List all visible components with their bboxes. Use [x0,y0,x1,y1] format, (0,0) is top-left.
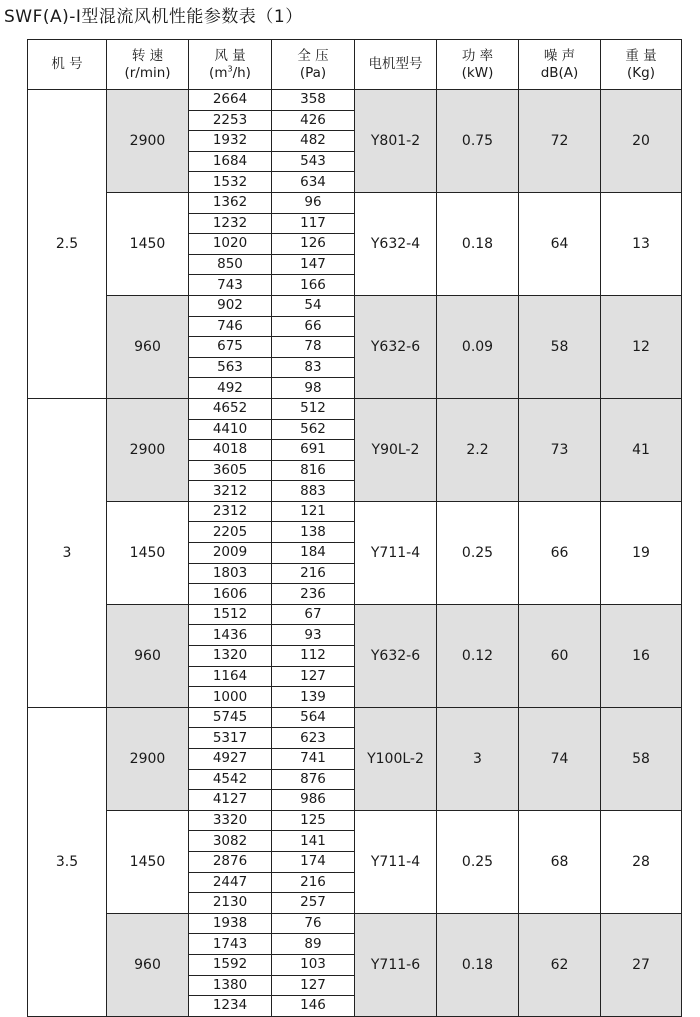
power-cell: 2.2 [437,398,519,501]
airflow-cell: 3320 [189,810,272,831]
table-row [28,192,682,213]
airflow-cell: 4127 [189,790,272,811]
pressure-cell: 543 [272,151,355,172]
header-speed: 转 速 (r/min) [107,40,189,90]
pressure-cell: 691 [272,440,355,461]
pressure-cell: 146 [272,996,355,1017]
airflow-cell: 743 [189,275,272,296]
table-row [28,90,682,111]
airflow-cell: 3082 [189,831,272,852]
power-cell: 3 [437,707,519,810]
airflow-cell: 1532 [189,172,272,193]
airflow-cell: 1164 [189,666,272,687]
fan-parameter-table [27,39,682,1017]
pressure-cell: 174 [272,851,355,872]
pressure-cell: 139 [272,687,355,708]
airflow-cell: 1684 [189,151,272,172]
table-body [28,90,682,1017]
noise-cell: 62 [519,913,601,1016]
power-cell: 0.75 [437,90,519,193]
pressure-cell: 358 [272,90,355,111]
pressure-cell: 141 [272,831,355,852]
airflow-cell: 1380 [189,975,272,996]
airflow-cell: 2130 [189,893,272,914]
model-number-cell: 3.5 [28,707,107,1016]
airflow-cell: 5317 [189,728,272,749]
airflow-cell: 563 [189,357,272,378]
pressure-cell: 816 [272,460,355,481]
pressure-cell: 138 [272,522,355,543]
pressure-cell: 216 [272,872,355,893]
pressure-cell: 127 [272,975,355,996]
power-cell: 0.25 [437,810,519,913]
pressure-cell: 184 [272,543,355,564]
airflow-cell: 675 [189,337,272,358]
airflow-cell: 1436 [189,625,272,646]
noise-cell: 74 [519,707,601,810]
airflow-cell: 1938 [189,913,272,934]
airflow-cell: 1000 [189,687,272,708]
pressure-cell: 426 [272,110,355,131]
pressure-cell: 883 [272,481,355,502]
pressure-cell: 216 [272,563,355,584]
airflow-cell: 2312 [189,501,272,522]
pressure-cell: 562 [272,419,355,440]
table-row [28,913,682,934]
speed-cell: 960 [107,913,189,1016]
motor-model-cell: Y801-2 [355,90,437,193]
header-noise: 噪 声 dB(A) [519,40,601,90]
airflow-cell: 2447 [189,872,272,893]
pressure-cell: 634 [272,172,355,193]
table-row [28,501,682,522]
weight-cell: 12 [601,295,682,398]
airflow-cell: 1932 [189,131,272,152]
pressure-cell: 96 [272,192,355,213]
table-row [28,810,682,831]
airflow-cell: 4410 [189,419,272,440]
motor-model-cell: Y711-4 [355,501,437,604]
header-pressure: 全 压 (Pa) [272,40,355,90]
airflow-cell: 1320 [189,646,272,667]
motor-model-cell: Y711-4 [355,810,437,913]
motor-model-cell: Y632-6 [355,604,437,707]
pressure-cell: 482 [272,131,355,152]
speed-cell: 960 [107,295,189,398]
speed-cell: 2900 [107,90,189,193]
motor-model-cell: Y632-6 [355,295,437,398]
airflow-cell: 1606 [189,584,272,605]
pressure-cell: 257 [272,893,355,914]
airflow-cell: 3605 [189,460,272,481]
table-row [28,398,682,419]
airflow-cell: 746 [189,316,272,337]
power-cell: 0.18 [437,192,519,295]
airflow-cell: 850 [189,254,272,275]
noise-cell: 73 [519,398,601,501]
pressure-cell: 986 [272,790,355,811]
weight-cell: 28 [601,810,682,913]
table-row [28,707,682,728]
pressure-cell: 127 [272,666,355,687]
airflow-cell: 1512 [189,604,272,625]
pressure-cell: 564 [272,707,355,728]
airflow-cell: 4652 [189,398,272,419]
speed-cell: 2900 [107,707,189,810]
pressure-cell: 76 [272,913,355,934]
pressure-cell: 112 [272,646,355,667]
pressure-cell: 89 [272,934,355,955]
pressure-cell: 166 [272,275,355,296]
header-model: 机 号 [28,40,107,90]
airflow-cell: 4018 [189,440,272,461]
header-weight: 重 量 (Kg) [601,40,682,90]
pressure-cell: 78 [272,337,355,358]
pressure-cell: 741 [272,749,355,770]
motor-model-cell: Y711-6 [355,913,437,1016]
noise-cell: 60 [519,604,601,707]
pressure-cell: 83 [272,357,355,378]
model-number-cell: 3 [28,398,107,707]
power-cell: 0.25 [437,501,519,604]
pressure-cell: 103 [272,954,355,975]
model-number-cell: 2.5 [28,90,107,399]
pressure-cell: 876 [272,769,355,790]
pressure-cell: 126 [272,234,355,255]
noise-cell: 68 [519,810,601,913]
motor-model-cell: Y632-4 [355,192,437,295]
airflow-cell: 492 [189,378,272,399]
pressure-cell: 236 [272,584,355,605]
weight-cell: 58 [601,707,682,810]
airflow-cell: 1020 [189,234,272,255]
airflow-cell: 5745 [189,707,272,728]
power-cell: 0.18 [437,913,519,1016]
noise-cell: 66 [519,501,601,604]
airflow-cell: 4542 [189,769,272,790]
pressure-cell: 147 [272,254,355,275]
noise-cell: 72 [519,90,601,193]
weight-cell: 27 [601,913,682,1016]
airflow-cell: 2205 [189,522,272,543]
airflow-cell: 1803 [189,563,272,584]
header-power: 功 率 (kW) [437,40,519,90]
pressure-cell: 117 [272,213,355,234]
airflow-cell: 4927 [189,749,272,770]
power-cell: 0.09 [437,295,519,398]
airflow-cell: 3212 [189,481,272,502]
table-row [28,295,682,316]
pressure-cell: 93 [272,625,355,646]
pressure-cell: 66 [272,316,355,337]
pressure-cell: 512 [272,398,355,419]
header-airflow: 风 量 $(m^3/h)$ [189,40,272,90]
speed-cell: 1450 [107,810,189,913]
weight-cell: 41 [601,398,682,501]
header-motor: 电机型号 [355,40,437,90]
speed-cell: 960 [107,604,189,707]
weight-cell: 19 [601,501,682,604]
table-header [28,40,682,90]
airflow-cell: 1592 [189,954,272,975]
airflow-cell: 2009 [189,543,272,564]
noise-cell: 64 [519,192,601,295]
pressure-cell: 67 [272,604,355,625]
airflow-cell: 1232 [189,213,272,234]
weight-cell: 16 [601,604,682,707]
power-cell: 0.12 [437,604,519,707]
motor-model-cell: Y100L-2 [355,707,437,810]
speed-cell: 1450 [107,501,189,604]
speed-cell: 1450 [107,192,189,295]
pressure-cell: 54 [272,295,355,316]
pressure-cell: 98 [272,378,355,399]
airflow-cell: 2876 [189,851,272,872]
page-title: SWF(A)-Ⅰ型混流风机性能参数表（1） [4,7,303,27]
noise-cell: 58 [519,295,601,398]
speed-cell: 2900 [107,398,189,501]
weight-cell: 20 [601,90,682,193]
airflow-cell: 1743 [189,934,272,955]
pressure-cell: 623 [272,728,355,749]
pressure-cell: 125 [272,810,355,831]
airflow-cell: 1362 [189,192,272,213]
airflow-cell: 2253 [189,110,272,131]
motor-model-cell: Y90L-2 [355,398,437,501]
airflow-cell: 1234 [189,996,272,1017]
weight-cell: 13 [601,192,682,295]
table-row [28,604,682,625]
airflow-cell: 902 [189,295,272,316]
airflow-cell: 2664 [189,90,272,111]
pressure-cell: 121 [272,501,355,522]
